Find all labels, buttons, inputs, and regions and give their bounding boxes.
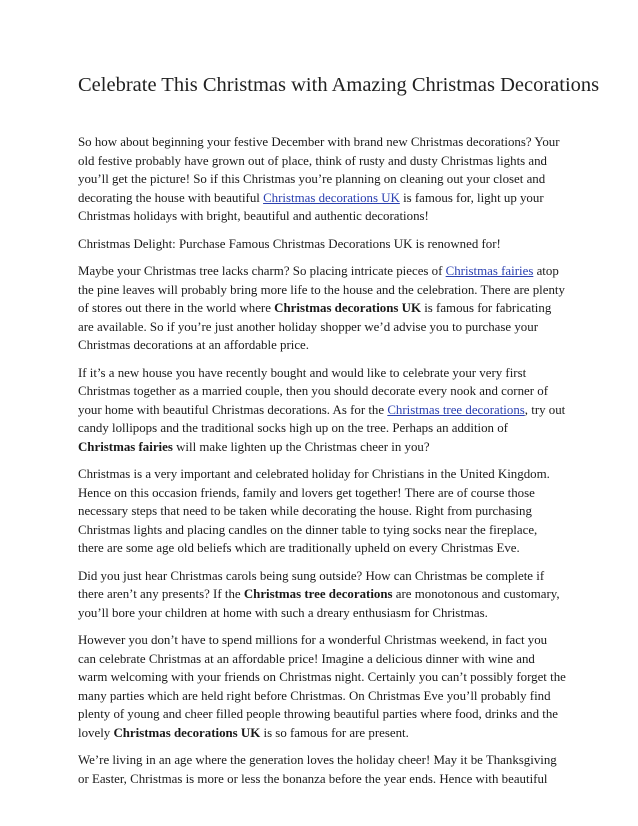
bold-phrase: Christmas decorations UK: [274, 301, 421, 315]
paragraph-text: So how about beginning your festive December with brand new Christmas decorations? Your old festive probably have grown out of place, think of rusty and dusty Christmas lights and you’ll get the picture! So if this Christmas you’re planning on cleaning out your closet and decorating the house with beautiful: [78, 135, 560, 205]
paragraph-text: will make lighten up the Christmas cheer in you?: [172, 439, 430, 454]
paragraph-text: Maybe your Christmas tree lacks charm? So placing intricate pieces of: [78, 264, 446, 278]
christmas-decorations-uk-link[interactable]: Christmas decorations UK: [263, 190, 400, 205]
paragraph-text: Christmas Delight: Purchase Famous Christmas Decorations UK is renowned for!: [78, 236, 501, 251]
page-title: Celebrate This Christmas with Amazing Christmas Decorations: [78, 74, 600, 96]
paragraph-text: is famous for, light up your Christmas holidays with bright, beautiful and authentic decorations!: [78, 190, 544, 223]
document-page: [78, 72, 600, 797]
paragraph-3: [78, 262, 566, 355]
paragraph-4: [78, 364, 566, 457]
paragraph-1: [78, 133, 566, 226]
christmas-fairies-link[interactable]: Christmas fairies: [445, 264, 534, 278]
christmas-tree-decorations-link[interactable]: Christmas tree decorations: [387, 402, 525, 417]
bold-phrase: Christmas fairies: [78, 439, 173, 454]
paragraph-text: is famous for fabricating are available. So if you’re just another holiday shopper we’d advise you to purchase your Christmas decorations at an affordable price.: [78, 301, 552, 352]
paragraph-text: Did you just hear Christmas carols being sung outside? How can Christmas be complete if there aren’t any presents? If the: [78, 568, 545, 601]
paragraph-text: atop the pine leaves will probably bring more life to the house and the celebration. There are plenty of stores out there in the world where: [78, 264, 565, 315]
paragraph-text: , try out candy lollipops and the traditional socks high up on the tree. Perhaps an addition of: [78, 402, 566, 435]
paragraph-5: [78, 465, 566, 558]
bold-phrase: Christmas decorations UK: [113, 725, 261, 740]
paragraph-text: However you don’t have to spend millions for a wonderful Christmas weekend, in fact you can celebrate Christmas at an affordable price! Imagine a delicious dinner with wine and warm welcoming with your friends on Christmas night. Certainly you can’t possibly forget the many parties which are held right before Christmas. On Christmas Eve you’ll probably find plenty of young and cheer filled people throwing beautiful parties where food, drinks and the lovely: [78, 633, 566, 740]
paragraph-text: We’re living in an age where the generation loves the holiday cheer! May it be Thanksgiving or Easter, Christmas is more or less the bonanza before the year ends. Hence with beautiful: [78, 753, 557, 786]
paragraph-2: [78, 235, 566, 254]
paragraph-text: If it’s a new house you have recently bought and would like to celebrate your very first Christmas together as a married couple, then you should decorate every nook and corner of your home with beautiful Christmas decorations. As for the: [78, 365, 548, 417]
paragraph-8: [78, 751, 566, 788]
paragraph-6: [78, 567, 566, 623]
paragraph-7: [78, 631, 566, 742]
paragraph-text: is so famous for are present.: [260, 725, 409, 740]
paragraph-text: are monotonous and customary, you’ll bore your children at home with such a dreary enthusiasm for Christmas.: [78, 587, 560, 620]
paragraph-text: Christmas is a very important and celebrated holiday for Christians in the United Kingdom. Hence on this occasion friends, family and lovers get together! There are of course those necessary steps that need to be taken while decorating the house. Right from purchasing Christmas lights and placing candles on the dinner table to tying socks near the fireplace, there are some age old beliefs which are traditionally upheld on every Christmas Eve.: [78, 467, 550, 555]
bold-phrase: Christmas tree decorations: [243, 587, 393, 601]
